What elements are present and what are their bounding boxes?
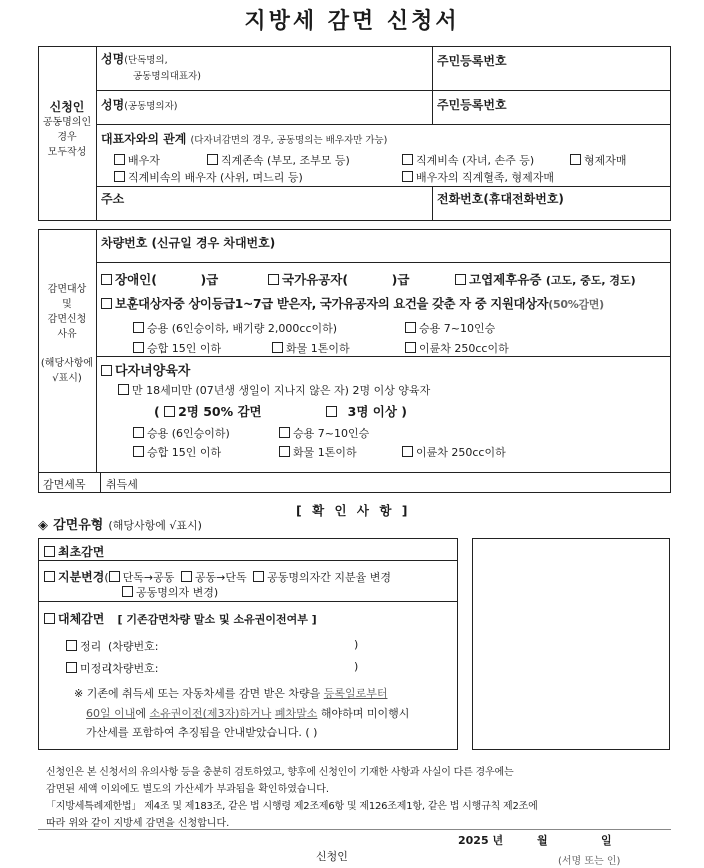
share-change-option[interactable] [44, 570, 104, 584]
unsettled-vehicle-open: (차량번호: [108, 662, 159, 675]
checkbox[interactable] [402, 446, 413, 457]
checkbox[interactable] [114, 154, 125, 165]
mc-three-text: 3명 이상 [347, 404, 397, 419]
checkbox[interactable] [402, 154, 413, 165]
phone-label: 전화번호(휴대전화번호) [437, 192, 564, 206]
rel-descendant-option[interactable] [402, 152, 534, 168]
mc-three-checkbox[interactable] [326, 406, 337, 417]
reduction-side-1: 감면대상 [47, 284, 87, 295]
name-label: 성명 [101, 52, 125, 66]
reduction-type-heading-row [38, 514, 202, 533]
mc-bike-text: 이륜차 250cc이하 [416, 446, 506, 459]
applicant-side-sub3: 모두작성 [47, 147, 87, 158]
signature-sign-note: (서명 또는 인) [558, 856, 621, 867]
veteran-van-text: 승합 15인 이하 [147, 342, 222, 355]
warn2-post: 해야하며 미이행시 [320, 707, 410, 720]
reduction-type-note: (해당사항에 √표시) [108, 519, 202, 532]
veteran-van-option[interactable] [133, 340, 221, 356]
mc-desc-option[interactable] [118, 382, 430, 398]
veteran-car2-option[interactable] [405, 320, 495, 336]
warning-line3: 가산세를 포함하여 추징됨을 안내받았습니다. ( ) [86, 726, 318, 739]
veteran-option[interactable] [101, 294, 604, 312]
sc-opt1-checkbox[interactable] [109, 571, 120, 582]
sc-opt2-checkbox[interactable] [181, 571, 192, 582]
checkbox[interactable] [66, 662, 77, 673]
checkbox[interactable] [570, 154, 581, 165]
date-year: 2025 년 [458, 834, 504, 847]
unsettled-vehicle-close: ) [354, 660, 359, 673]
mc-van-text: 승합 15인 이하 [147, 446, 222, 459]
warn2-mid: 에 [135, 707, 147, 720]
veteran-bike-option[interactable] [405, 340, 509, 356]
attachment-box [472, 538, 670, 750]
checkbox[interactable] [44, 571, 55, 582]
veteran-car2-text: 승용 7~10인승 [419, 322, 496, 335]
replace-option[interactable] [44, 612, 104, 626]
signature-applicant: 신청인 [316, 850, 348, 863]
veteran-car1-text: 승용 (6인승이하, 배기량 2,000cc이하) [147, 322, 338, 335]
warn2-highlight1: 60일 이내 [86, 707, 136, 720]
mc-car1-text: 승용 (6인승이하) [147, 427, 230, 440]
rel-desc-spouse-option[interactable] [114, 169, 303, 185]
checkbox[interactable] [44, 546, 55, 557]
date-month: 월 [537, 834, 548, 847]
checkbox[interactable] [101, 274, 112, 285]
checkbox[interactable] [133, 322, 144, 333]
rrn-label: 주민등록번호 [437, 54, 507, 68]
checkbox[interactable] [455, 274, 466, 285]
confirm-heading: [ 확 인 사 항 ] [296, 503, 411, 518]
checkbox[interactable] [101, 365, 112, 376]
checkbox[interactable] [114, 171, 125, 182]
declaration-p1: 신청인은 본 신청서의 유의사항 등을 충분히 검토하였고, 향후에 신청인이 기재한 사항과 사실이 다른 경우에는 [46, 767, 514, 778]
reduction-type-heading: 감면유형 [53, 518, 104, 533]
share-change-row: 지분변경( 단독→공동 공동→단독 공동명의자간 지분율 변경 [44, 566, 391, 585]
warning-line1 [74, 685, 387, 701]
reduction-side-4: 사유 [57, 329, 77, 340]
diamond-icon: ◈ [38, 518, 48, 533]
checkbox[interactable] [133, 342, 144, 353]
mc-car1-option[interactable] [133, 425, 230, 441]
veteran-bike-text: 이륜차 250cc이하 [419, 342, 509, 355]
replace-note: [ 기존감면차량 말소 및 소유권이전여부 ] [117, 613, 317, 626]
unsettled-option[interactable] [66, 660, 112, 676]
mc-truck-option[interactable] [279, 444, 357, 460]
mc-desc-text: 만 18세미만 (07년생 생일이 지나지 않은 자) 2명 이상 양육자 [132, 384, 431, 397]
applicant-side-sub2: 경우 [57, 132, 77, 143]
rel-ascendant-text: 직계존속 (부모, 조부모 등) [221, 154, 350, 167]
address-label: 주소 [101, 192, 125, 206]
rel-sibling-text: 형제자매 [584, 154, 627, 167]
checkbox[interactable] [66, 640, 77, 651]
first-reduction-option[interactable] [44, 543, 104, 560]
rel-ascendant-option[interactable] [207, 152, 350, 168]
rel-spouse-option[interactable] [114, 152, 160, 168]
replace-text: 대체감면 [58, 612, 105, 626]
reduction-side-note1: (해당사항에 [40, 358, 94, 369]
relation-label: 대표자와의 관계 [101, 132, 187, 146]
disabled-text: 장애인( )급 [115, 272, 219, 287]
checkbox[interactable] [133, 446, 144, 457]
multichild-text: 다자녀양육자 [115, 364, 191, 379]
defoliant-text: 고엽제후유증 [469, 272, 542, 287]
mc-car2-text: 승용 7~10인승 [293, 427, 370, 440]
veteran-truck-option[interactable] [272, 340, 350, 356]
warn2-highlight3: 폐차말소 [274, 707, 318, 720]
reduction-side-label [38, 282, 96, 386]
sc-opt4-option[interactable]: 공동명의자 변경) [122, 584, 218, 600]
mc-count-group: ( 2명 50% 감면 3명 이상 ) [154, 404, 407, 419]
declaration-p3: 「지방세특례제한법」 제4조 및 제183조, 같은 법 시행령 제2조제6항 및 제126조제1항, 같은 법 시행규칙 제2조에 [46, 801, 538, 812]
rel-descendant-text: 직계비속 (자녀, 손주 등) [416, 154, 535, 167]
warning-line2 [86, 705, 409, 721]
name-sub1: (단독명의, [124, 55, 168, 66]
rrn2-label: 주민등록번호 [437, 98, 507, 112]
checkbox[interactable] [405, 342, 416, 353]
disabled-option[interactable] [101, 270, 218, 288]
name-sub2: 공동명의대표자) [133, 71, 201, 82]
tax-item-label: 감면세목 [43, 478, 86, 491]
checkbox[interactable] [268, 274, 279, 285]
sc-opt3-checkbox[interactable] [253, 571, 264, 582]
mc-truck-text: 화물 1톤이하 [293, 446, 357, 459]
warn2-highlight2: 소유권이전(제3자)하거나 [149, 707, 272, 720]
reduction-side-3: 감면신청 [47, 314, 87, 325]
date-day: 일 [601, 834, 612, 847]
multichild-option[interactable] [101, 360, 190, 379]
veteran-suffix: (50%감면) [548, 298, 604, 311]
settled-option[interactable] [66, 638, 101, 654]
sc-opt2-text: 공동→단독 [194, 571, 247, 584]
applicant-side-main: 신청인 [49, 100, 85, 114]
rel-spouse-blood-option[interactable] [402, 169, 554, 185]
checkbox[interactable] [279, 427, 290, 438]
name-input[interactable] [97, 82, 431, 90]
name2-sub: (공동명의자) [124, 101, 178, 112]
checkbox[interactable] [402, 171, 413, 182]
checkbox[interactable] [118, 384, 129, 395]
share-change-text: 지분변경 [58, 570, 105, 584]
declaration-p4: 따라 위와 같이 지방세 감면을 신청합니다. [46, 818, 230, 829]
settled-text: 정리 [80, 640, 102, 653]
sc-opt1-text: 단독→공동 [122, 571, 175, 584]
sc-opt4-text: 공동명의자 변경 [136, 586, 214, 599]
mc-car2-option[interactable] [279, 425, 369, 441]
first-reduction-text: 최초감면 [58, 545, 105, 559]
veteran-truck-text: 화물 1톤이하 [286, 342, 350, 355]
checkbox[interactable] [44, 613, 55, 624]
name2-label: 성명 [101, 98, 125, 112]
veteran-text: 보훈대상자중 상이등급1~7급 받은자, 국가유공자의 요건을 갖춘 자 중 지원대상자 [115, 297, 549, 311]
rel-sibling-option[interactable] [570, 152, 627, 168]
reduction-side-note2: √표시) [52, 373, 82, 384]
mc-two-text: 2명 50% 감면 [178, 404, 262, 419]
declaration-p2: 감면된 세액 이외에도 별도의 가산세가 부과됨을 확인하였습니다. [46, 784, 330, 795]
checkbox[interactable] [133, 427, 144, 438]
settled-vehicle-close: ) [354, 638, 359, 651]
merit-option[interactable] [268, 270, 409, 288]
warn1-highlight: 등록일로부터 [323, 687, 388, 700]
applicant-side-label [38, 100, 96, 160]
tax-item-value: 취득세 [106, 478, 138, 491]
rel-spouse-text: 배우자 [128, 154, 160, 167]
warn1-text: ※ 기존에 취득세 또는 자동차세를 감면 받은 차량을 [74, 687, 321, 700]
page-title: 지방세 감면 신청서 [244, 9, 460, 34]
reduction-side-2: 및 [62, 299, 72, 310]
sc-opt3-text: 공동명의자간 지분율 변경 [267, 571, 392, 584]
defoliant-levels: (고도, 중도, 경도) [545, 274, 636, 287]
vehicle-no-label: 차량번호 (신규일 경우 차대번호) [101, 236, 276, 250]
unsettled-text: 미정리 [80, 662, 112, 675]
veteran-car1-option[interactable] [133, 320, 337, 336]
mc-van-option[interactable] [133, 444, 221, 460]
relation-note: (다자녀감면의 경우, 공동명의는 배우자만 가능) [190, 135, 388, 146]
merit-text: 국가유공자( )급 [282, 272, 410, 287]
checkbox[interactable] [405, 322, 416, 333]
rel-desc-spouse-text: 직계비속의 배우자 (사위, 며느리 등) [128, 171, 303, 184]
checkbox[interactable] [207, 154, 218, 165]
settled-vehicle-open: (차량번호: [108, 640, 159, 653]
rel-spouse-blood-text: 배우자의 직계혈족, 형제자매 [416, 171, 555, 184]
checkbox[interactable] [101, 298, 112, 309]
checkbox[interactable] [279, 446, 290, 457]
mc-two-checkbox[interactable] [164, 406, 175, 417]
checkbox[interactable] [272, 342, 283, 353]
rrn-input[interactable] [433, 66, 669, 88]
defoliant-option[interactable] [455, 270, 636, 288]
replace-row [44, 608, 317, 627]
mc-bike-option[interactable] [402, 444, 506, 460]
checkbox[interactable] [122, 586, 133, 597]
applicant-side-sub1: 공동명의인 [42, 117, 92, 128]
